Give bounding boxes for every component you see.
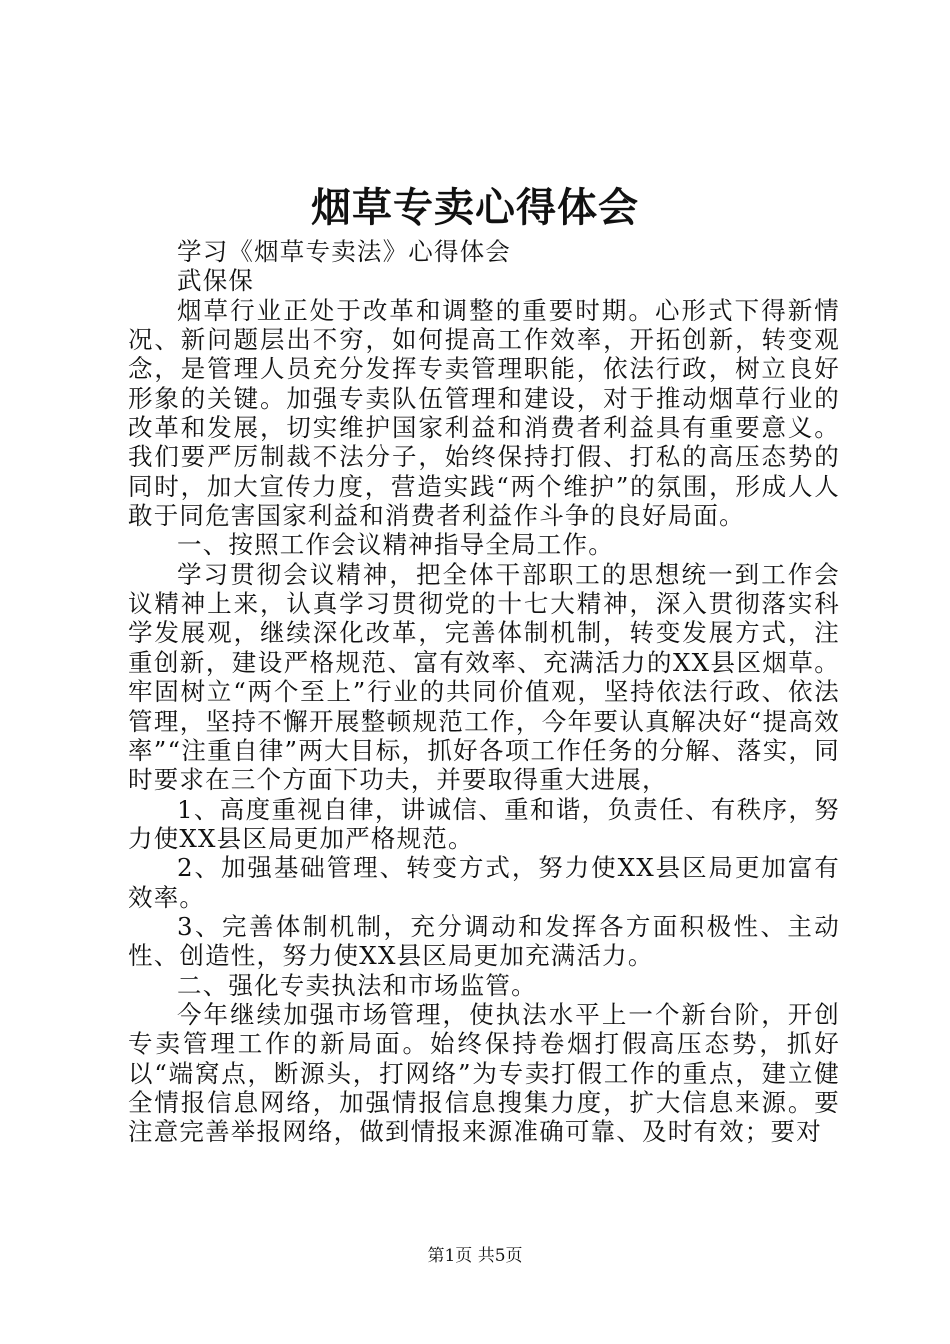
paragraph-section-2: 今年继续加强市场管理，使执法水平上一个新台阶，开创专卖管理工作的新局面。始终保持卷烟打假高压态势，抓好以“端窝点，断源头，打网络”为专卖打假工作的重点，建立健全情报信息网络，加强情报信息搜集力度，扩大信息来源。要注意完善举报网络，做到情报来源准确可靠、及时有效；要对 (128, 999, 840, 1147)
section-heading-1: 一、按照工作会议精神指导全局工作。 (177, 530, 614, 560)
list-item-1: 1、高度重视自律，讲诚信、重和谐，负责任、有秩序，努力使XX县区局更加严格规范。 (128, 794, 840, 853)
document-title: 烟草专卖心得体会 (311, 184, 639, 231)
paragraph-intro: 烟草行业正处于改革和调整的重要时期。心形式下得新情况、新问题层出不穷，如何提高工作效率，开拓创新，转变观念，是管理人员充分发挥专卖管理职能，依法行政，树立良好形象的关键。加强专卖队伍管理和建设，对于推动烟草行业的改革和发展，切实维护国家利益和消费者利益具有重要意义。我们要严厉制裁不法分子，始终保持打假、打私的高压态势的同时，加大宣传力度，营造实践“两个维护”的氛围，形成人人敢于同危害国家利益和消费者利益作斗争的良好局面。 (128, 295, 840, 531)
paragraph-section-1: 学习贯彻会议精神，把全体干部职工的思想统一到工作会议精神上来，认真学习贯彻党的十七大精神，深入贯彻落实科学发展观，继续深化改革，完善体制机制，转变发展方式，注重创新，建设严格规范、富有效率、充满活力的XX县区烟草。牢固树立“两个至上”行业的共同价值观，坚持依法行政、依法管理，坚持不懈开展整顿规范工作，今年要认真解决好“提高效率”“注重自律”两大目标，抓好各项工作任务的分解、落实，同时要求在三个方面下功夫，并要取得重大进展， (128, 559, 840, 795)
author-name: 武保保 (177, 266, 255, 296)
page-footer: 第1页 共5页 (427, 1246, 523, 1266)
list-item-3: 3、完善体制机制，充分调动和发挥各方面积极性、主动性、创造性，努力使XX县区局更加充满活力。 (128, 911, 840, 971)
article-subtitle: 学习《烟草专卖法》心得体会 (177, 237, 512, 266)
list-item-2: 2、加强基础管理、转变方式，努力使XX县区局更加富有效率。 (128, 853, 840, 912)
section-heading-2: 二、强化专卖执法和市场监管。 (177, 970, 537, 1000)
document-body (128, 237, 840, 1147)
